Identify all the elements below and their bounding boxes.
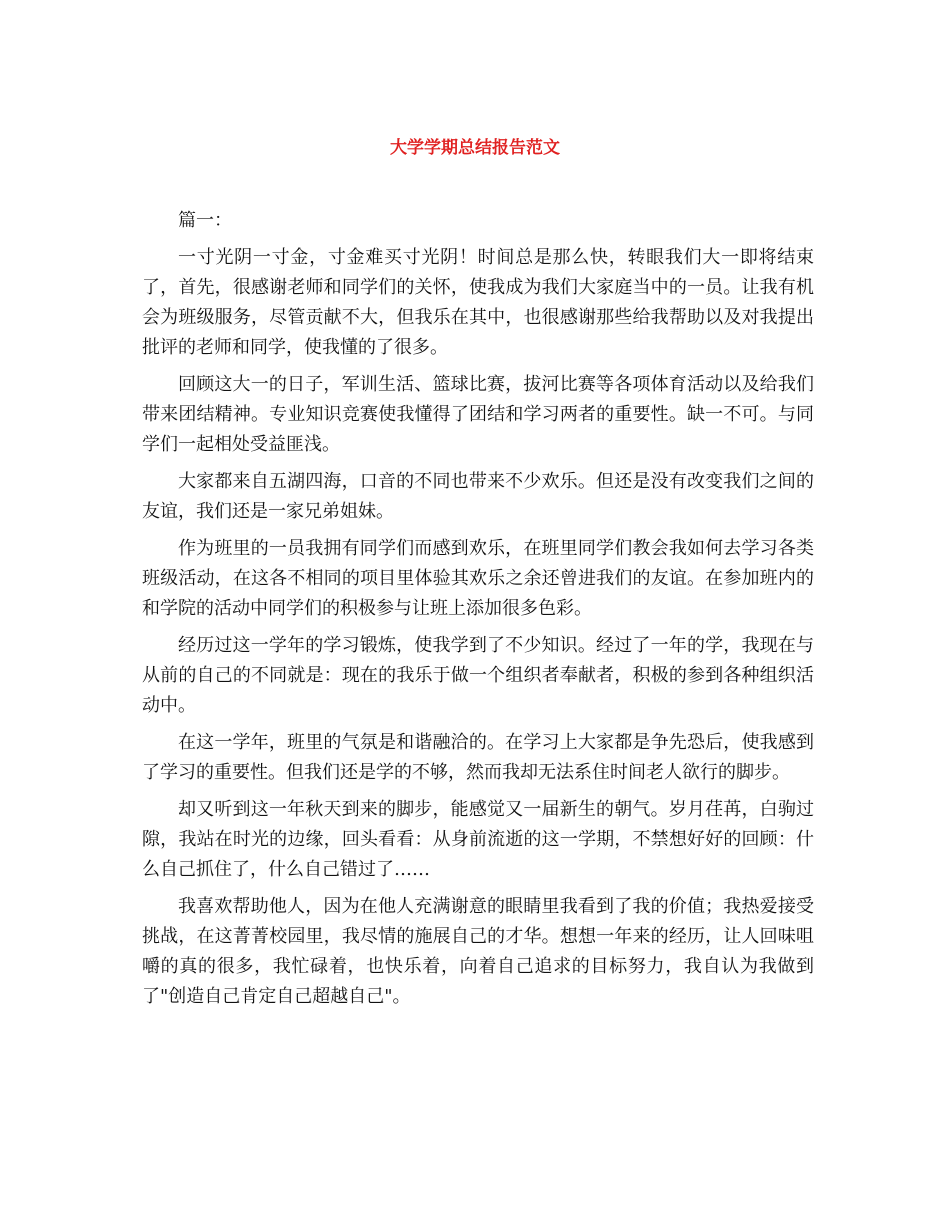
paragraph: 一寸光阴一寸金，寸金难买寸光阴！时间总是那么快，转眼我们大一即将结束了，首先，很感谢老师和同学们的关怀，使我成为我们大家庭当中的一员。让我有机会为班级服务，尽管贡献不大，但我乐在其中，也很感谢那些给我帮助以及对我提出批评的老师和同学，使我懂的了很多。: [142, 247, 814, 358]
paragraph: 回顾这大一的日子，军训生活、篮球比赛，拔河比赛等各项体育活动以及给我们带来团结精神。专业知识竞赛使我懂得了团结和学习两者的重要性。缺一不可。与同学们一起相处受益匪浅。: [142, 374, 814, 455]
paragraph: 大家都来自五湖四海，口音的不同也带来不少欢乐。但还是没有改变我们之间的友谊，我们还是一家兄弟姐妹。: [142, 471, 814, 522]
paragraph: 作为班里的一员我拥有同学们而感到欢乐，在班里同学们教会我如何去学习各类班级活动，在这各不相同的项目里体验其欢乐之余还曾进我们的友谊。在参加班内的和学院的活动中同学们的积极参与让班上添加很多色彩。: [142, 538, 814, 619]
paragraph-section-label: 篇一：: [178, 210, 232, 231]
paragraph: 在这一学年，班里的气氛是和谐融洽的。在学习上大家都是争先恐后，使我感到了学习的重要性。但我们还是学的不够，然而我却无法系住时间老人欲行的脚步。: [142, 732, 814, 783]
document-body: [142, 206, 814, 1019]
document-title: 大学学期总结报告范文: [390, 138, 560, 158]
paragraph: 经历过这一学年的学习锻炼，使我学到了不少知识。经过了一年的学，我现在与从前的自己的不同就是：现在的我乐于做一个组织者奉献者，积极的参到各种组织活动中。: [142, 635, 814, 716]
paragraph: 却又听到这一年秋天到来的脚步，能感觉又一届新生的朝气。岁月荏苒，白驹过隙，我站在时光的边缘，回头看看：从身前流逝的这一学期，不禁想好好的回顾：什么自己抓住了，什么自己错过了……: [142, 799, 814, 880]
paragraph: 我喜欢帮助他人，因为在他人充满谢意的眼睛里我看到了我的价值；我热爱接受挑战，在这菁菁校园里，我尽情的施展自己的才华。想想一年来的经历，让人回味咀嚼的真的很多，我忙碌着，也快乐着，向着自己追求的目标努力，我自认为我做到了"创造自己肯定自己超越自己"。: [142, 896, 814, 1007]
